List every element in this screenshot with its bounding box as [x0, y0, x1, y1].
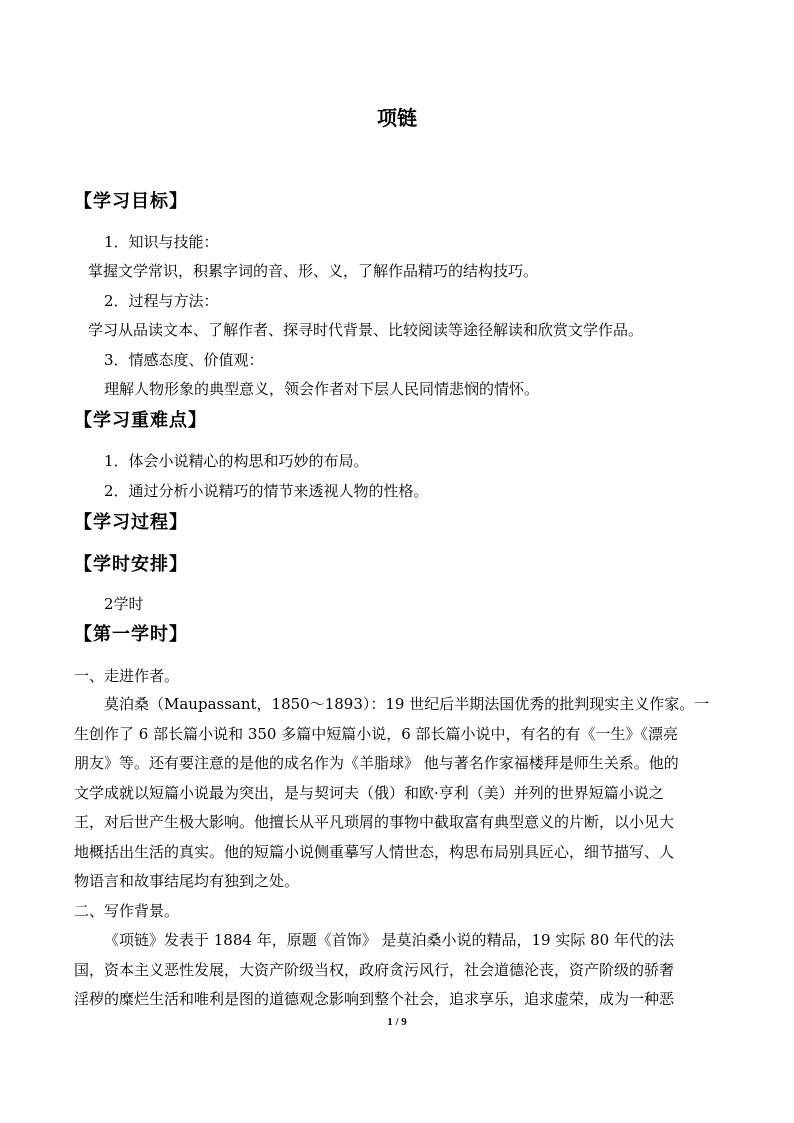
heading-key-points: 【学习重难点】	[74, 410, 207, 431]
section-2-line: 《项链》发表于 1884 年，原题《首饰》 是莫泊桑小说的精品，19 实际 80 年代的法	[104, 931, 674, 949]
section-1-line: 文学成就以短篇小说最为突出，是与契诃夫（俄）和欧·亨利（美）并列的世界短篇小说之	[74, 784, 664, 802]
section-1-line: 地概括出生活的真实。他的短篇小说侧重摹写人情世态，构思布局别具匠心，细节描写、人	[74, 843, 675, 861]
objective-2-text: 学习从品读文本、了解作者、探寻时代背景、比较阅读等途径解读和欣赏文学作品。	[88, 321, 644, 339]
heading-schedule: 【学时安排】	[74, 554, 188, 575]
objective-1-label: 1．知识与技能：	[104, 233, 219, 251]
page-number: 1 / 9	[387, 1016, 407, 1028]
section-1-line: 生创作了 6 部长篇小说和 350 多篇中短篇小说，6 部长篇小说中，有名的有《一生》《漂亮	[74, 725, 679, 743]
key-point-1: 1．体会小说精心的构思和巧妙的布局。	[104, 452, 369, 470]
section-1-line: 王，对后世产生极大影响。他擅长从平凡琐屑的事物中截取富有典型意义的片断，以小见大	[74, 813, 675, 831]
objective-3-text: 理解人物形象的典型意义，领会作者对下层人民同情悲悯的情怀。	[104, 380, 540, 398]
section-2-line: 淫秽的糜烂生活和唯利是图的道德观念影响到整个社会，追求享乐，追求虚荣，成为一种恶	[74, 990, 675, 1008]
section-1-line: 物语言和故事结尾均有独到之处。	[74, 872, 300, 890]
objective-1-text: 掌握文学常识，积累字词的音、形、义，了解作品精巧的结构技巧。	[88, 262, 539, 280]
section-1-line: 莫泊桑（Maupassant，1850～1893）：19 世纪后半期法国优秀的批判现实主义作家。一	[104, 695, 710, 713]
objective-3-label: 3．情感态度、价值观：	[104, 351, 264, 369]
schedule-text: 2学时	[104, 595, 144, 613]
heading-first-period: 【第一学时】	[74, 624, 188, 645]
section-1-heading: 一、走进作者。	[74, 667, 180, 685]
heading-process: 【学习过程】	[74, 512, 188, 533]
section-1-line: 朋友》等。还有要注意的是他的成名作为《羊脂球》 他与著名作家福楼拜是师生关系。他的	[74, 754, 679, 772]
document-title: 项链	[377, 106, 417, 130]
section-2-heading: 二、写作背景。	[74, 902, 180, 920]
heading-objectives: 【学习目标】	[74, 191, 188, 212]
section-2-line: 国，资本主义恶性发展，大资产阶级当权，政府贪污风行，社会道德沦丧，资产阶级的骄奢	[74, 961, 675, 979]
objective-2-label: 2．过程与方法：	[104, 292, 219, 310]
key-point-2: 2．通过分析小说精巧的情节来透视人物的性格。	[104, 482, 429, 500]
